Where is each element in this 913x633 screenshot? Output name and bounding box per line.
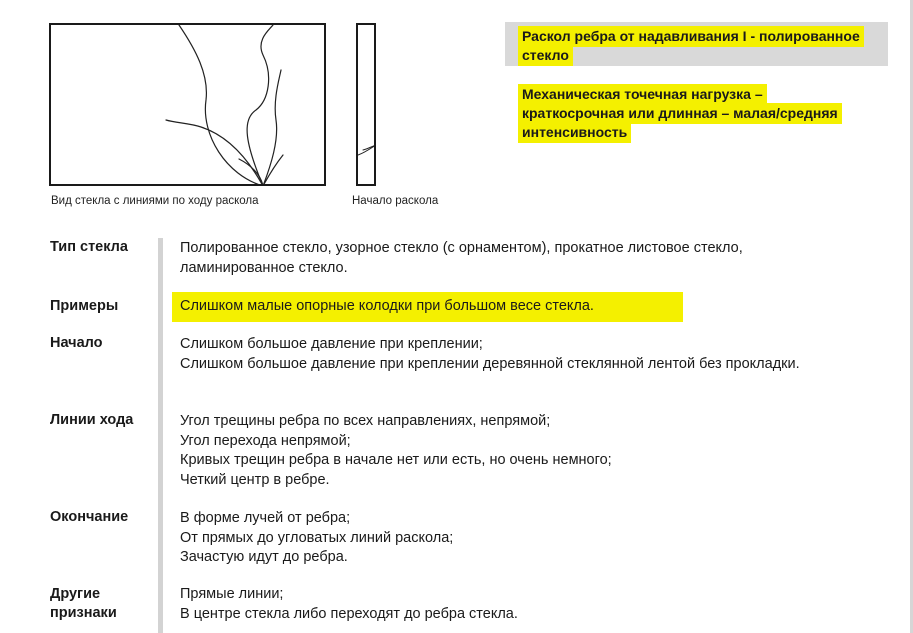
crack-line — [247, 25, 273, 186]
row-line: Слишком большое давление при креплении деревянной стеклянной лентой без прокладки. — [180, 355, 800, 372]
row-line: Слишком малые опорные колодки при большом весе стекла. — [180, 298, 594, 314]
row-line: В центре стекла либо переходят до ребра стекла. — [180, 605, 518, 622]
crack-line — [166, 120, 263, 186]
row-line: Кривых трещин ребра в начале нет или есть, но очень немного; — [180, 452, 612, 468]
row-text — [180, 585, 870, 624]
glass-front-view-figure — [49, 23, 326, 186]
row-label: Тип стекла — [50, 239, 128, 255]
row-label: Примеры — [50, 298, 119, 314]
crack-line — [263, 70, 281, 186]
front-view-caption: Вид стекла с линиями по ходу раскола — [51, 195, 259, 207]
column-divider — [158, 238, 163, 633]
row-line: Угол трещины ребра по всех направлениях, непрямой; — [180, 413, 551, 429]
crack-line — [263, 155, 283, 186]
row-text — [180, 509, 870, 568]
row-line: Слишком большое давление при креплении; — [180, 336, 483, 352]
row-text — [180, 335, 840, 374]
row-label: Начало — [50, 335, 103, 351]
page-subtitle-text: Механическая точечная нагрузка – краткосрочная или длинная – малая/средняя интенсивность — [518, 84, 842, 143]
edge-view-caption: Начало раскола — [352, 195, 439, 207]
crack-line — [179, 25, 263, 186]
row-label: Другие признаки — [50, 586, 117, 621]
row-line: От прямых до угловатых линий раскола; — [180, 529, 454, 546]
row-line: Зачастую идут до ребра. — [180, 549, 348, 565]
page-title-text: Раскол ребра от надавливания I - полированное стекло — [518, 26, 864, 66]
row-line: Полированное стекло, узорное стекло (с орнаментом), прокатное листовое стекло, ламинированное стекло. — [180, 240, 743, 276]
row-label: Окончание — [50, 509, 129, 525]
row-text — [180, 297, 870, 317]
row-label: Линии хода — [50, 412, 134, 428]
glass-edge-view-figure — [356, 23, 376, 186]
page-subtitle — [518, 85, 848, 142]
crack-origin-drawing — [358, 25, 376, 186]
crack-lines-drawing — [51, 25, 326, 186]
row-line: В форме лучей от ребра; — [180, 510, 351, 526]
row-line: Прямые линии; — [180, 586, 284, 602]
row-line: Четкий центр в ребре. — [180, 471, 330, 488]
page-title — [518, 27, 878, 65]
row-text — [180, 239, 860, 278]
row-text — [180, 412, 870, 490]
row-line: Угол перехода непрямой; — [180, 432, 351, 449]
